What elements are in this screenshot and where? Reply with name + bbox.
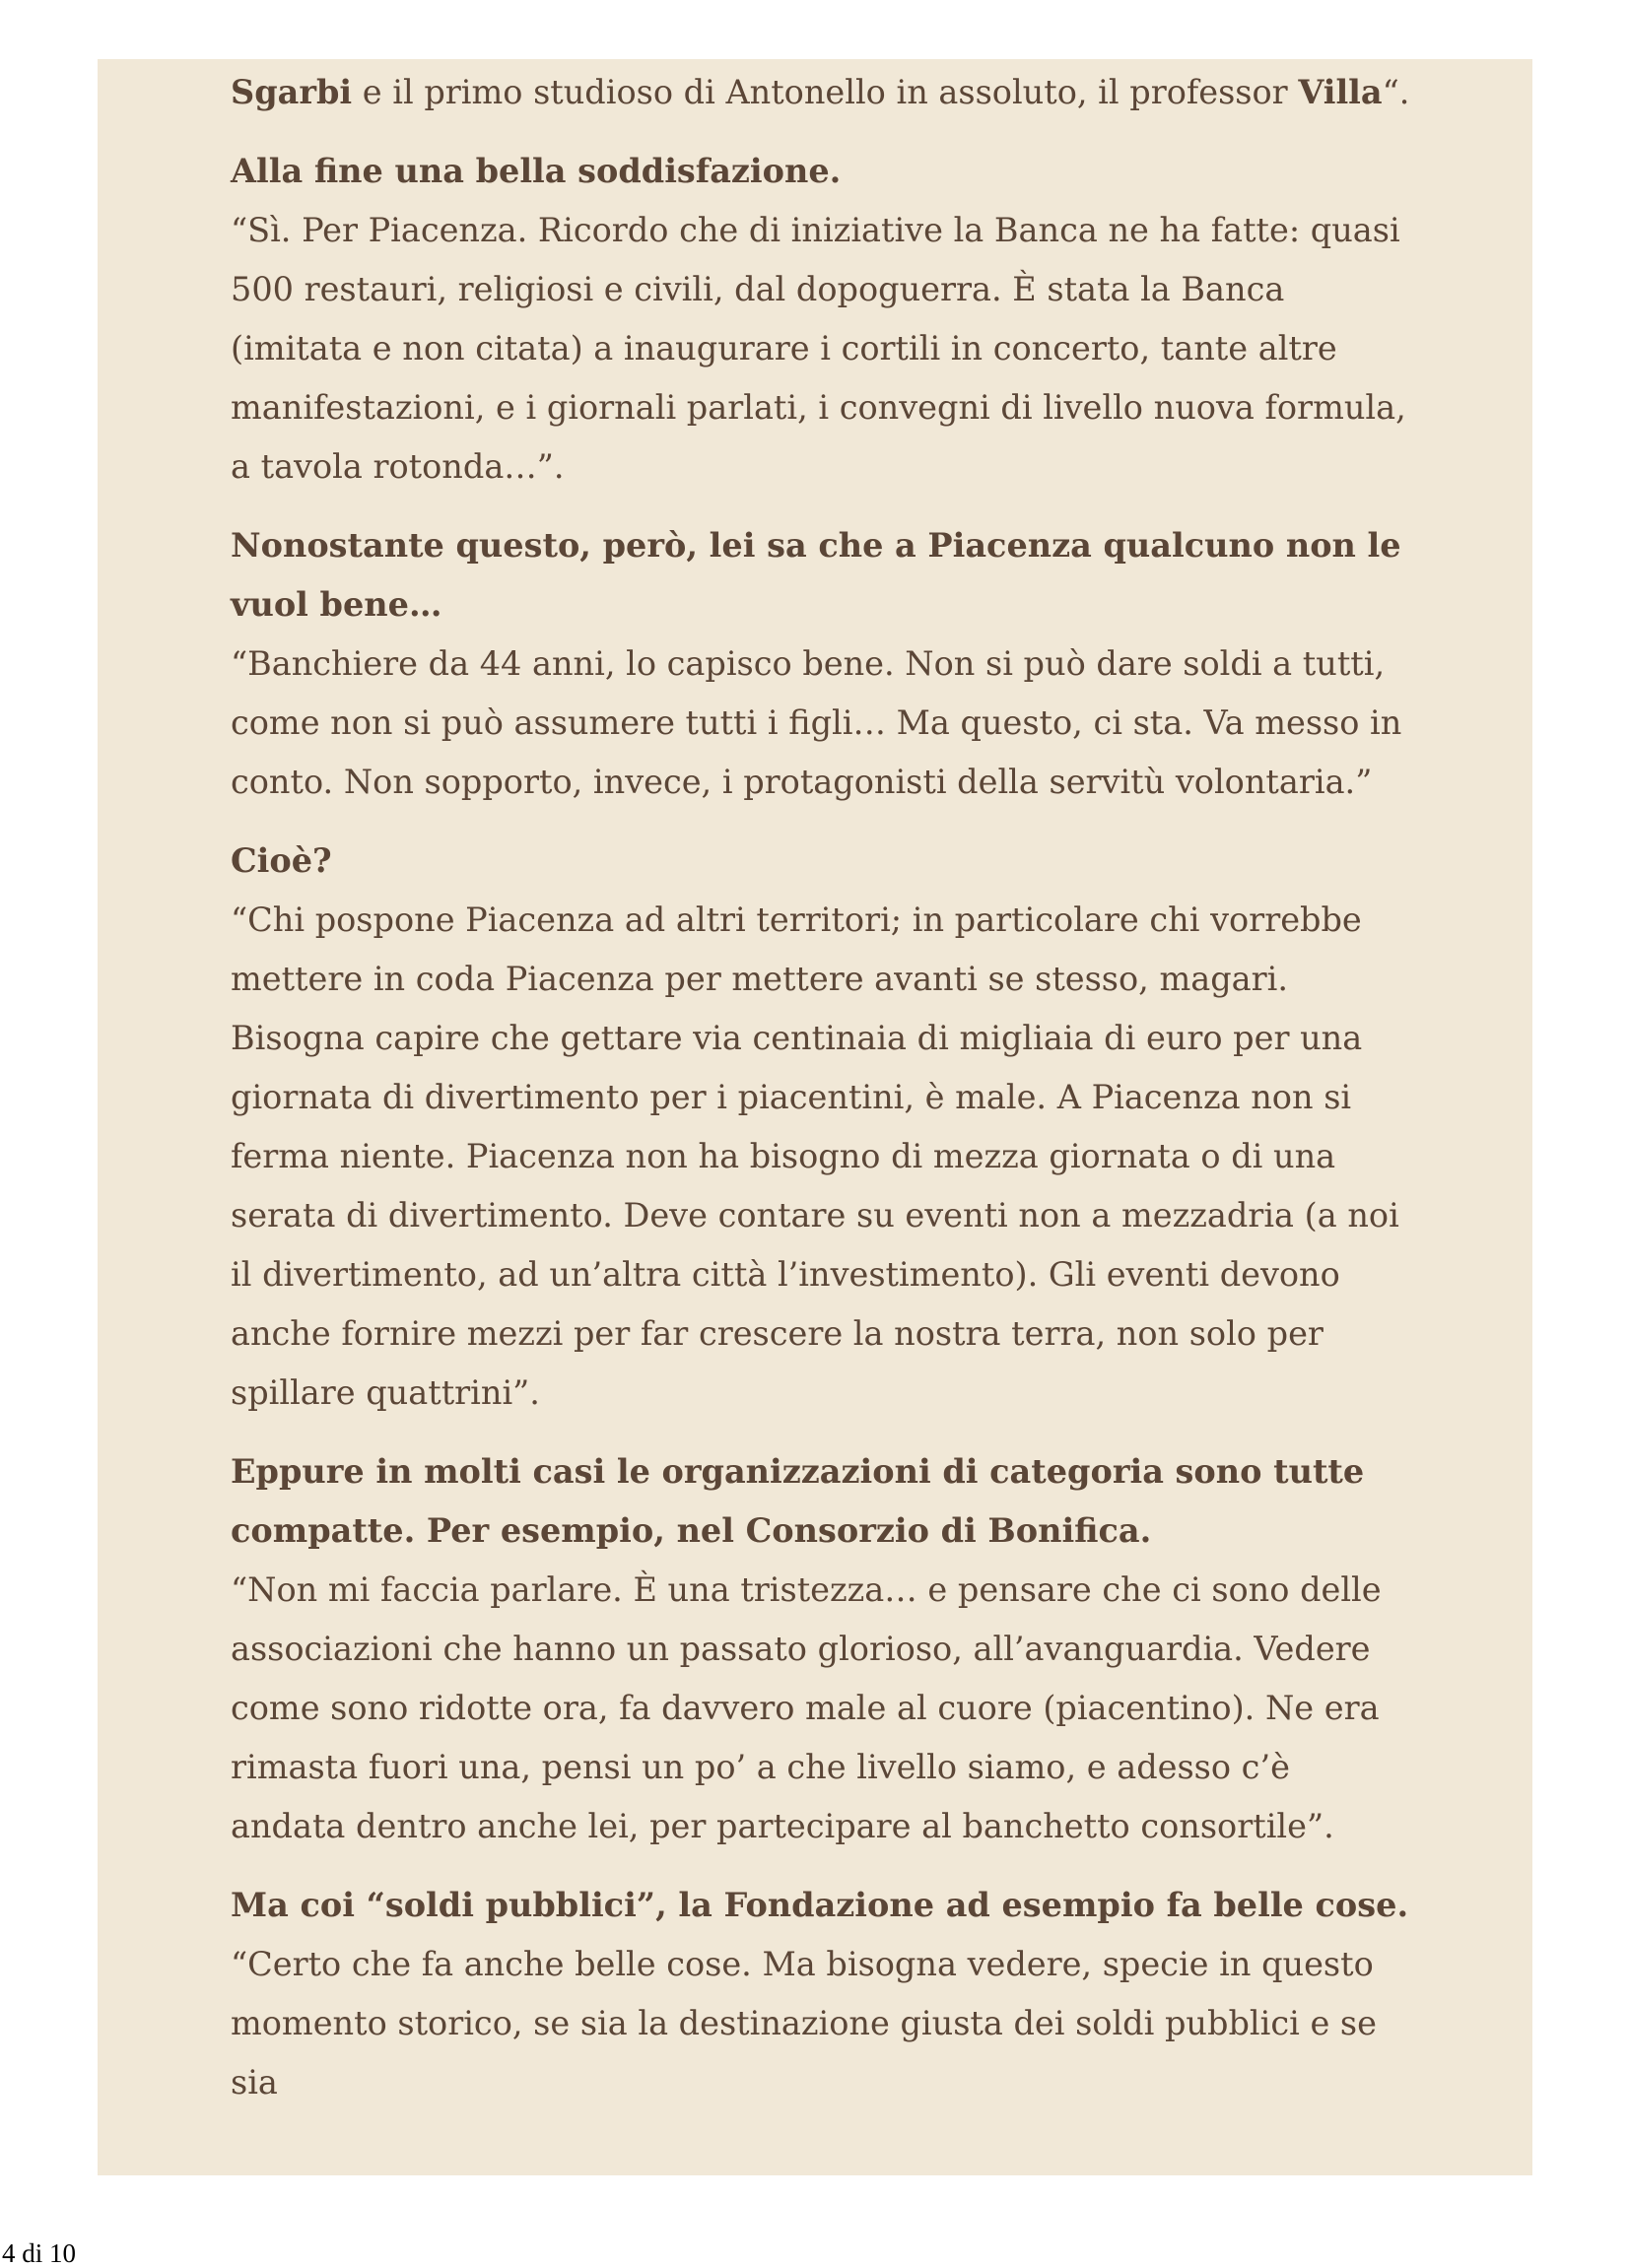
intro-paragraph bbox=[231, 63, 1413, 122]
answer-2: “Banchiere da 44 anni, lo capisco bene. Non si può dare soldi a tutti, come non si può assumere tutti i figli… Ma questo, ci sta. Va messo in conto. Non sopporto, invece, i protagonisti della servitù volontaria.” bbox=[231, 644, 1402, 801]
name-sgarbi: Sgarbi bbox=[231, 73, 353, 111]
question-3: Cioè? bbox=[231, 841, 332, 880]
answer-4: “Non mi faccia parlare. È una tristezza… e pensare che ci sono delle associazioni che hanno un passato glorioso, all’avanguardia. Vedere come sono ridotte ora, fa davvero male al cuore (piacentino). Ne era rimasta fuori una, pensi un po’ a che livello siamo, e adesso c’è andata dentro anche lei, per partecipare al banchetto consortile”. bbox=[231, 1570, 1382, 1845]
name-villa: Villa bbox=[1298, 73, 1383, 111]
article-content bbox=[231, 63, 1413, 2112]
intro-text: e il primo studioso di Antonello in assoluto, il professor bbox=[352, 73, 1299, 111]
intro-closing: “. bbox=[1382, 73, 1410, 111]
question-1: Alla fine una bella soddisfazione. bbox=[231, 152, 842, 190]
answer-5: “Certo che fa anche belle cose. Ma bisogna vedere, specie in questo momento storico, se sia la destinazione giusta dei soldi pubblici e se sia bbox=[231, 1945, 1377, 2101]
question-5: Ma coi “soldi pubblici”, la Fondazione ad esempio fa belle cose. bbox=[231, 1886, 1409, 1924]
answer-1: “Sì. Per Piacenza. Ricordo che di iniziative la Banca ne ha fatte: quasi 500 restauri, religiosi e civili, dal dopoguerra. È stata la Banca (imitata e non citata) a inaugurare i cortili in concerto, tante altre manifestazioni, e i giornali parlati, i convegni di livello nuova formula, a tavola rotonda…”. bbox=[231, 211, 1406, 486]
page-indicator: 4 di 10 bbox=[2, 2238, 77, 2268]
question-2: Nonostante questo, però, lei sa che a Piacenza qualcuno non le vuol bene… bbox=[231, 526, 1401, 624]
question-4: Eppure in molti casi le organizzazioni di categoria sono tutte compatte. Per esempio, nel Consorzio di Bonifica. bbox=[231, 1452, 1365, 1550]
answer-3: “Chi pospone Piacenza ad altri territori; in particolare chi vorrebbe mettere in coda Piacenza per mettere avanti se stesso, magari. Bisogna capire che gettare via centinaia di migliaia di euro per una giornata di divertimento per i piacentini, è male. A Piacenza non si ferma niente. Piacenza non ha bisogno di mezza giornata o di una serata di divertimento. Deve contare su eventi non a mezzadria (a noi il divertimento, ad un’altra città l’investimento). Gli eventi devono anche fornire mezzi per far crescere la nostra terra, non solo per spillare quattrini”. bbox=[231, 901, 1399, 1412]
